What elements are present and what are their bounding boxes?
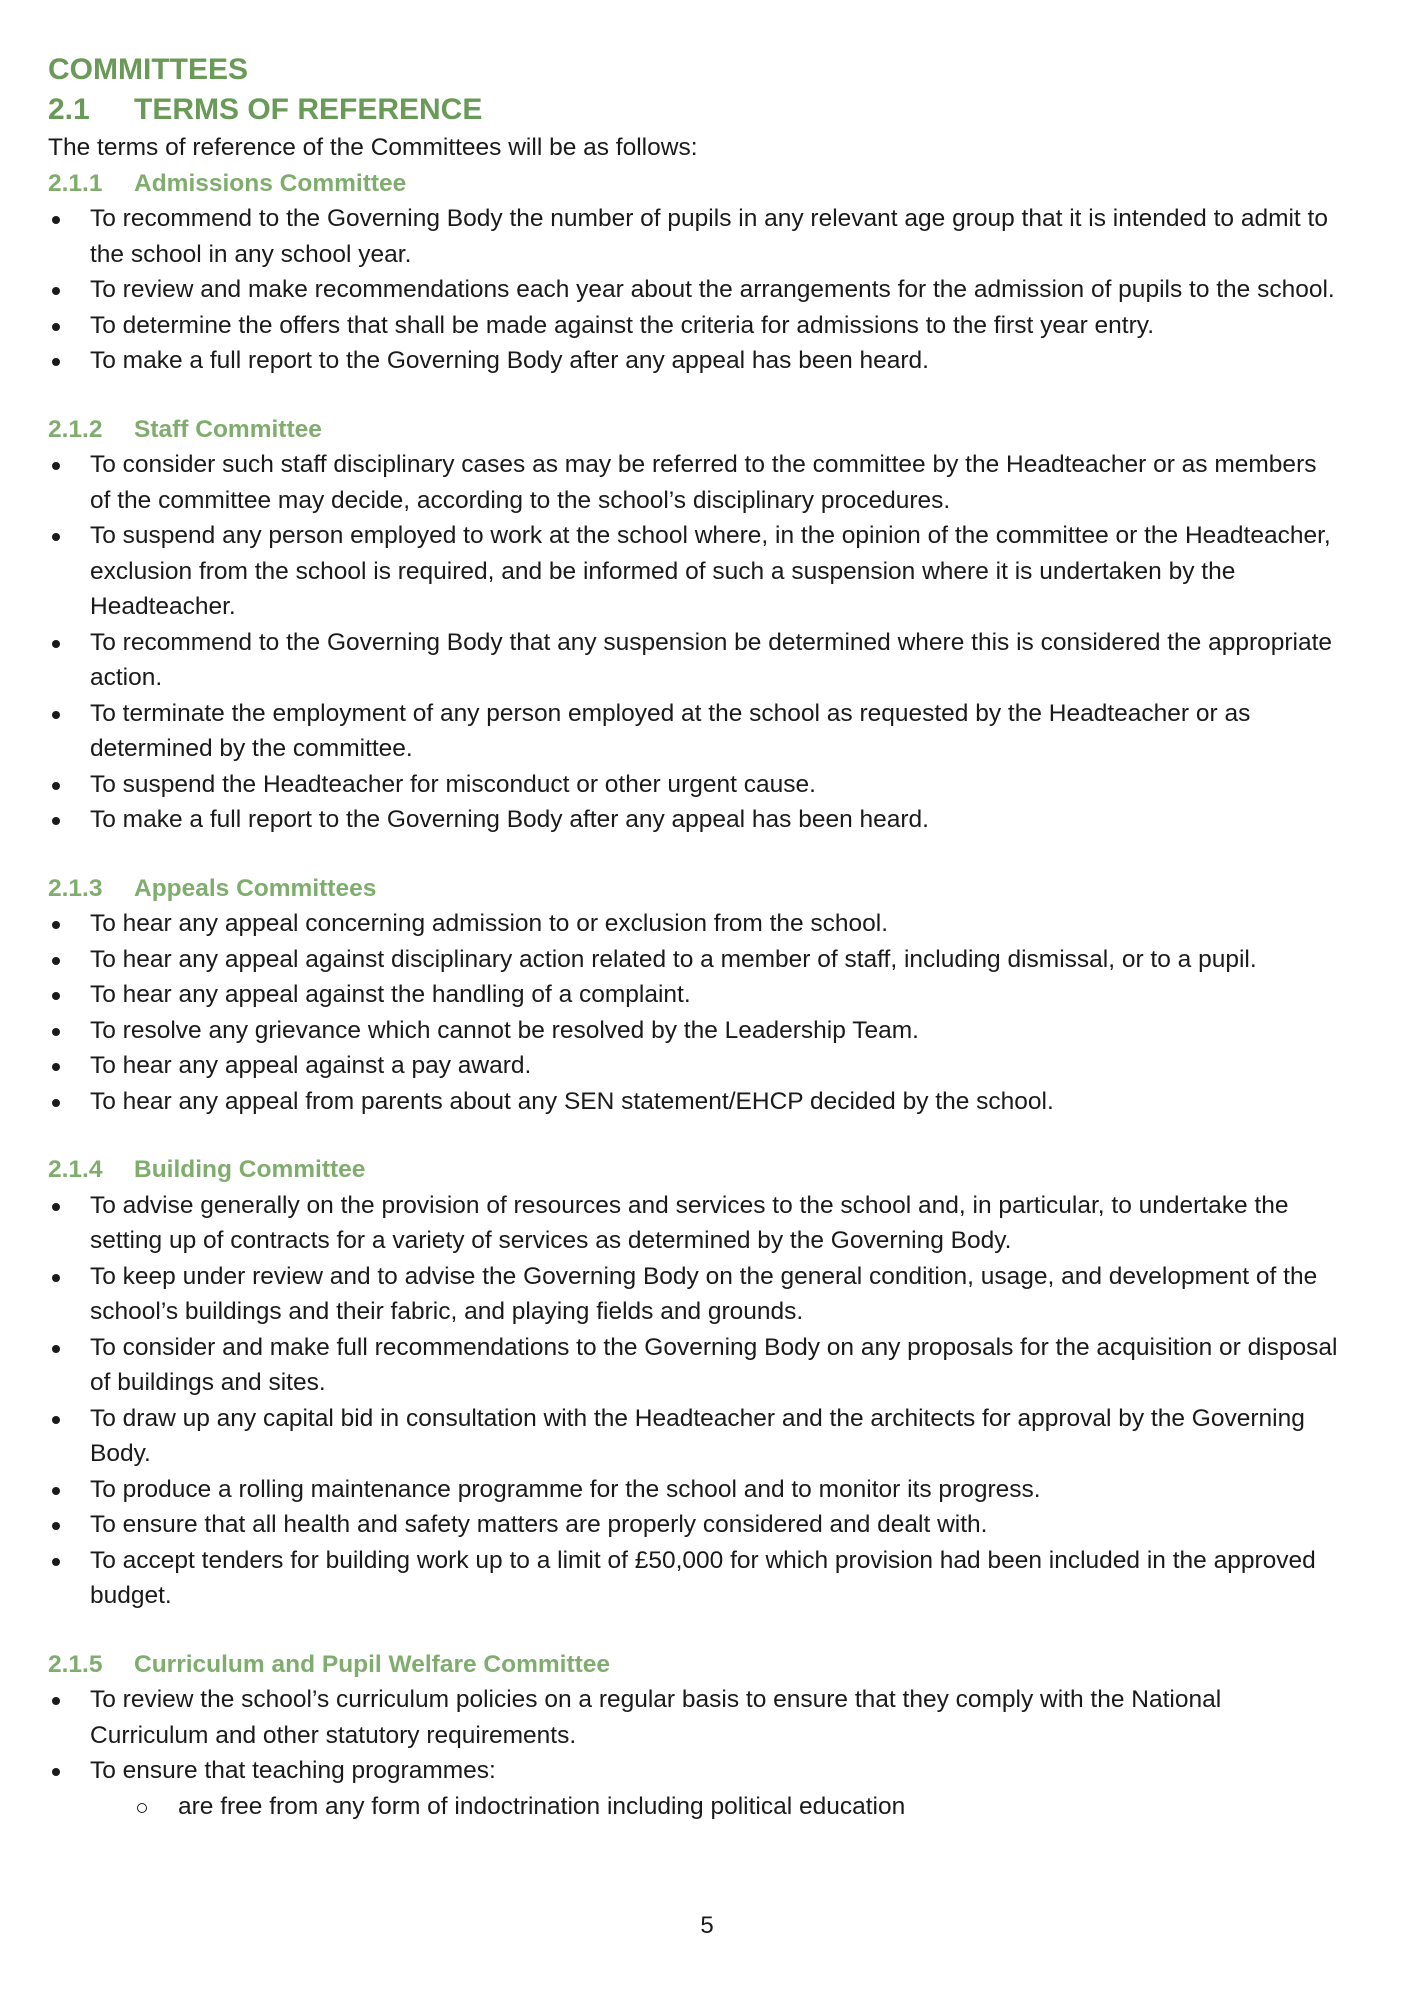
- list-item: To determine the offers that shall be made against the criteria for admissions to the first year entry.: [48, 308, 1342, 344]
- list-item: To resolve any grievance which cannot be resolved by the Leadership Team.: [48, 1013, 1342, 1049]
- list-item: To suspend any person employed to work at the school where, in the opinion of the committee or the Headteacher, exclusion from the school is required, and be informed of such a suspension where it is undertaken by the Headteacher.: [48, 518, 1342, 625]
- subsection-title: Staff Committee: [134, 415, 322, 443]
- list-item: To consider such staff disciplinary cases as may be referred to the committee by the Headteacher or as members of the committee may decide, according to the school’s disciplinary procedures.: [48, 447, 1342, 518]
- list-item: To hear any appeal against a pay award.: [48, 1048, 1342, 1084]
- list-item: To hear any appeal against the handling of a complaint.: [48, 977, 1342, 1013]
- list-item: To terminate the employment of any person employed at the school as requested by the Headteacher or as determined by the committee.: [48, 696, 1342, 767]
- section-number: 2.1: [48, 93, 90, 126]
- page-number: 5: [700, 1912, 714, 1939]
- subsection-number: 2.1.3: [48, 874, 103, 902]
- admissions-list: [48, 201, 1342, 379]
- list-item: To produce a rolling maintenance programme for the school and to monitor its progress.: [48, 1472, 1342, 1508]
- curriculum-sublist: [48, 1789, 1342, 1825]
- list-item: To review and make recommendations each year about the arrangements for the admission of pupils to the school.: [48, 272, 1342, 308]
- appeals-list: [48, 906, 1342, 1119]
- list-item: To advise generally on the provision of resources and services to the school and, in particular, to undertake the setting up of contracts for a variety of services as determined by the Governing Body.: [48, 1188, 1342, 1259]
- intro-text: The terms of reference of the Committees will be as follows:: [48, 134, 698, 161]
- staff-list: [48, 447, 1342, 838]
- subsection-number: 2.1.4: [48, 1156, 103, 1183]
- subsection-title: Building Committee: [134, 1156, 366, 1183]
- list-item: To consider and make full recommendations to the Governing Body on any proposals for the acquisition or disposal of buildings and sites.: [48, 1330, 1342, 1401]
- list-item: To recommend to the Governing Body that any suspension be determined where this is considered the appropriate action.: [48, 625, 1342, 696]
- list-item: To keep under review and to advise the Governing Body on the general condition, usage, and development of the school’s buildings and their fabric, and playing fields and grounds.: [48, 1259, 1342, 1330]
- subsection-heading: [48, 412, 1342, 448]
- list-item: To hear any appeal from parents about any SEN statement/EHCP decided by the school.: [48, 1084, 1342, 1120]
- subsection-heading: [48, 1152, 1342, 1188]
- list-item: To review the school’s curriculum policies on a regular basis to ensure that they comply with the National Curriculum and other statutory requirements.: [48, 1682, 1342, 1753]
- page-heading: COMMITTEES: [48, 53, 248, 86]
- subsection-title: Admissions Committee: [134, 169, 407, 197]
- section-heading: [48, 90, 1342, 130]
- curriculum-list: [48, 1682, 1342, 1789]
- subsection-number: 2.1.1: [48, 169, 103, 197]
- building-list: [48, 1188, 1342, 1614]
- list-item: To make a full report to the Governing Body after any appeal has been heard.: [48, 802, 1342, 838]
- sub-list-item: are free from any form of indoctrination including political education: [48, 1789, 1342, 1825]
- subsection-title: Appeals Committees: [134, 874, 377, 902]
- list-item: To ensure that teaching programmes:: [48, 1753, 1342, 1789]
- section-title: TERMS OF REFERENCE: [134, 93, 483, 126]
- subsection-heading: [48, 1647, 1342, 1683]
- subsection-heading: [48, 166, 1342, 202]
- list-item: To ensure that all health and safety matters are properly considered and dealt with.: [48, 1507, 1342, 1543]
- subsection-heading: [48, 871, 1342, 907]
- list-item: To recommend to the Governing Body the number of pupils in any relevant age group that it is intended to admit to the school in any school year.: [48, 201, 1342, 272]
- list-item: To hear any appeal concerning admission to or exclusion from the school.: [48, 906, 1342, 942]
- subsection-number: 2.1.5: [48, 1650, 103, 1678]
- subsection-number: 2.1.2: [48, 415, 103, 443]
- list-item: To accept tenders for building work up to a limit of £50,000 for which provision had been included in the approved budget.: [48, 1543, 1342, 1614]
- subsection-title: Curriculum and Pupil Welfare Committee: [134, 1650, 611, 1678]
- list-item: To suspend the Headteacher for misconduct or other urgent cause.: [48, 767, 1342, 803]
- list-item: To make a full report to the Governing Body after any appeal has been heard.: [48, 343, 1342, 379]
- list-item: To hear any appeal against disciplinary action related to a member of staff, including dismissal, or to a pupil.: [48, 942, 1342, 978]
- list-item: To draw up any capital bid in consultation with the Headteacher and the architects for approval by the Governing Body.: [48, 1401, 1342, 1472]
